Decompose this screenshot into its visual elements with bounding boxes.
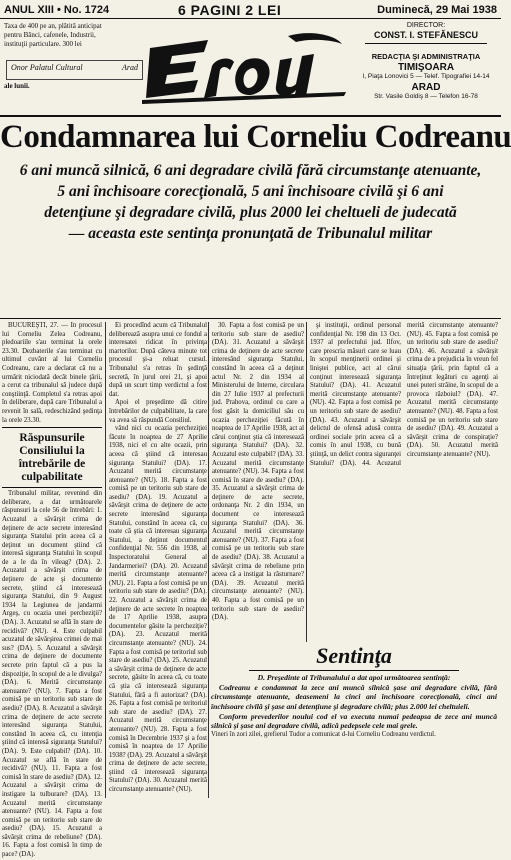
issue-date: Duminecă, 29 Mai 1938 [377, 4, 497, 16]
article-column-1 [2, 322, 102, 859]
masthead-logo [138, 30, 350, 108]
deck-line-2: 5 ani închisoare corecţională, 5 ani închisoare civilă şi 6 ani [57, 183, 444, 200]
main-headline: Condamnarea lui Corneliu Codreanu [0, 119, 511, 155]
section-subhead: Răspunsurile Consiliului la întrebările de culpabilitate [18, 432, 86, 484]
masthead-rule [0, 115, 501, 117]
sentence-para-2: Conform prevederilor noului cod el va executa numai pedeapsa de zece ani muncă silnică şi şase ani degradare civilă, adică pedepsele cele mai grele. [211, 711, 497, 731]
column-divider [105, 322, 106, 798]
subscription-line-3: instituţii particulare. 300 lei [4, 40, 82, 48]
office-city-1: TIMIŞOARA [397, 62, 455, 73]
subscription-tail-text: ale lunii. [4, 82, 30, 90]
column-2-body: vând nici cu ocazia percheziţiei făcute în noaptea de 27 Aprilie 1938, nici el cu alte ocazii, prin aceea că ştiind că interesau siguranţa Statului? (DA). 17. Acuzatul merită circumstanţe atenuante? (NU). 18. Fapta a fost comisă pe un teritoriu sub stare de asediu? (DA). 19. Acuzatul a săvârşit crima de deţinere de acte secrete interesând siguranţa Statului, constând în aceea că, cu toate că ştia că interesau siguranţa Statului, a deţinut documentul confidenţial Nr. 556 din 1938, al Inspectoratului General al Jandarmeriei? (DA). 20. Acuzatul merită circumstanţe atenuante? (NU). 21. Fapta a fost comisă pe un teritoriu sub stare de asediu? (DA). 22. Acuzatul a săvârşit crima de deţinere de acte secrete în noaptea de 17 Aprilie 1938, asupra documentelor găsite la percheziţie? (DA). 23. Acuzatul merită circumstanţe atenuante? (NU). 24. Fapta a fost comisă pe teritoriul sub stare de asediu? (DA). 25. Acuzatul a săvârşit crima de deţinere de acte secrete, găsite în aceea că, cu toate că ştia că interesează siguranţa Statului, fără a fi autorizat? (DA). 26. Fapta a fost comisă pe teritoriul sub stare de asediu? (DA). 27. Acuzatul merită circumstanţe atenuante? (NU). 28. Fapta a fost comisă în Decembrie 1937 şi a fost comisă în noaptea de 17 Aprilie 1938? (DA). 29. Acuzatul a săvârşit crima de deţinere de acte secrete, ştiind că interesează siguranţa Statului? (DA). 30. Acuzatul merită circumstanţe atenuante? (NU). [109, 425, 207, 794]
article-column-4 [310, 322, 498, 642]
masthead-divider [365, 43, 487, 44]
deck-line-4: — aceasta este sentinţa pronunţată de Tribunalul militar [68, 225, 433, 242]
column-divider [306, 322, 307, 642]
masthead-editorial [355, 20, 497, 101]
address-stamp [6, 60, 143, 80]
sentence-lead: D. Preşedinte al Tribunalului a dat apoi următoarea sentinţă: [257, 673, 451, 682]
subhead-rule [2, 427, 102, 428]
stamp-city: Arad [122, 63, 138, 72]
subscription-line-2: pentru Bănci, cafenele, Industrii, [4, 31, 96, 39]
subscription-line-1: Taxa de 400 pe an, plătită anticipat [4, 22, 102, 30]
sentence-rule [249, 670, 459, 671]
sentence-para-1: Codreanu e condamnat la zece ani muncă silnică şase ani degradare civilă, fără circumstanţe atenuante, deasemeni la cinci ani închisoare corecţională, cinci ani închisoare civilă şi şase ani detenţiune şi degradare civilă; plus 2.000 lei cheltuieli. [211, 683, 497, 711]
article-intro: BUCUREŞTI, 27. — In procesul lui Corneliu Zelea Codreanu, pledoariile s'au terminat la orele 23.30. Dezbaterile s'au terminat cu ultimul cuvânt al lui Corneliu Codreanu, care a declarat că nu a urmărit niciodată decât binele ţării, a cerut ca tribunalul să judece după conştiinţă. Completul s'a retras apoi în deliberare, după care Tribunalul a revenit în sală, redeschizând şedinţa la orele 23.30. [2, 322, 102, 424]
subscription-tail [4, 82, 144, 91]
deck-line-3: detenţiune şi degradare civilă, plus 2000 lei cheltueli de judecată [44, 204, 457, 221]
director-label: DIRECTOR: [406, 22, 446, 29]
article-column-3 [212, 322, 304, 642]
deck-line-1: 6 ani muncă silnică, 6 ani degradare civilă fără circumstanţe atenuante, [19, 162, 482, 179]
office-address-1: I, Piaţa Lonovici 5 — Telef. Tipografiei 14-14 [362, 73, 490, 80]
article-column-2 [109, 322, 207, 798]
sentence-box [209, 644, 499, 798]
price-line: 6 PAGINI 2 LEI [178, 2, 282, 18]
logo-text: Erou [248, 102, 250, 103]
column-2-para-2: Apoi el preşedinte dă citire întrebărilor de culpabilitate, la care va avea să răspundă Consiliul. [109, 399, 207, 424]
office-address-2: Str. Vasile Goldiş 8 — Telefon 16-78 [374, 93, 478, 100]
office-city-2: ARAD [411, 82, 441, 93]
top-bar [0, 2, 501, 18]
sentence-body [209, 673, 499, 730]
issue-number: ANUL XIII • No. 1724 [4, 4, 110, 16]
sentence-footer: Vineri în zori zilei, grefierul Tudor a comunicat d-lui Corneliu Codreanu verdictul. [211, 731, 436, 739]
columns-top-rule [0, 318, 501, 319]
subscription-info [4, 22, 144, 49]
column-3-body: 30. Fapta a fost comisă pe un teritoriu sub stare de asediu? (DA). 31. Acuzatul a săvârşit crima de deţinere de acte secrete interesând siguranţa Statului, constând în aceea că a deţinut actul Nr. 2 din 1934 al Ministerului de Interne, circulara din 27 Iulie 1937 al prefecturii jud. Prahova, ordinul cu care a fost găsit la domiciliul său cu ocazia percheziţiei făcută în noaptea de 17 Aprilie 1938, act al cărui conţinut ştia că interesează siguranţa Statului? (DA). 32. Acuzatul este culpabil? (DA). 33. Acuzatul merită circumstanţe atenuante? (NU). 34. Fapta a fost comisă în stare de asediu? (DA). 35. Acuzatul a săvârşit crima de deţinere de acte secrete, ordonanţa Nr. 2 din 1934, un document ce interesează siguranţa Statului? (DA). 36. Acuzatul merită circumstanţe atenuante? (NU). 37. Fapta a fost comisă pe un teritoriu sub stare de asediu? (DA). 38. Acuzatul a săvârşit crima de rebeliune prin aceea că a instigat la răsturnare? (DA). 39. Acuzatul merită circumstanţe atenuante? (NU). 40. Fapta a fost comisă pe un teritoriu sub stare de asediu? (DA). [212, 322, 304, 622]
office-label: REDACŢIA ŞI ADMINISTRAŢIA [371, 52, 481, 61]
director-name: CONST. I. STEFĂNESCU [373, 30, 478, 40]
sentence-title: Sentinţa [316, 643, 392, 668]
top-rule [0, 18, 501, 19]
column-4-body: şi instituţii, ordinul personal confidenţial Nr. 198 din 13 Oct. 1937 al prefectului jud. Ilfov, care prescria măsuri care se luau în scopul menţinerii ordinei şi liniştei publice, act al cărui conţinut interesează siguranţa Statului? (DA). 41. Acuzatul merită circumstanţe atenuante? (NU). 42. Fapta a fost comisă pe un teritoriu sub stare de asediu? (DA). 43. Acuzatul a săvârşit delictul de ofensă adusă contra ordinei sociale prin aceea că a comis în anul 1938, cu bună ştiinţă, un delict contra siguranţei Statului? (DA). 44. Acuzatul merită circumstanţe atenuante? (NU). 45. Fapta a fost comisă pe un teritoriu sub stare de asediu? (DA). 46. Acuzatul a săvârşit crima de a prejudicia în vreun fel situaţia ţării, prin faptul că a întreţinut legături cu agenţi ai unei puteri străine, în scopul de a provoca războiul? (DA). 47. Acuzatul merită circumstanţe atenuante? (NU). 48. Fapta a fost comisă pe un teritoriu sub stare de asediu? (DA). 49. Acuzatul a săvârşit crima de conspiraţie? (DA). 50. Acuzatul merită circumstanţe atenuante? (NU). [310, 322, 498, 467]
subhead-rule [2, 487, 102, 488]
stamp-recipient: Onor Palatul Cultural [11, 63, 83, 72]
column-1-body: Tribunalul militar, revenind din deliberare, a dat următoarele răspunsuri la cele 56 de întrebări: 1. Acuzatul a săvârşit crima de deţinere de acte secrete interesând siguranţa Statului prin aceea că a deţinut un document ştiind că interesă siguranţa Statului în scopul de a le da în vileag? (DA). 2. Acuzatul a săvârşit crima de deţinere de acte şi documente secrete, ştiind că interesează siguranţa Statului, din 9 August 1934 la Legiunea de jandarmi Argeş, cu ocazia unei percheziţii? (DA). 3. Acuzatul se află în stare de recidivă? (NU). 4. Este culpabil acuzatul de săvârşirea crimei de mai sus? (DA). 5. Acuzatul a săvârşit crima de deţinere de documente secrete prin faptul că a pus la dispoziţie, în scopul de a le divulga? (DA). 6. Meritã circumstanţe atenuante? (NU). 7. Fapta a fost comisă pe un teritoriu sub stare de asediu? (DA). 8. Acuzatul a săvârşit crima de deţinere de acte secrete interesând siguranţa Statului, constând în aceea că, cu intenţia ştiind că interesă siguranţa Statului? (DA). 9. Este culpabil? (DA). 10. Acuzatul se află în stare de recidivă? (NU). 11. Fapta a fost comisă în stare de asediu? (DA). 12. Acuzatul a săvârşit crima de instigare la tulburare? (DA). 13. Acuzatul merită circumstanţe atenuante? (NU). 14. Fapta a fost comisă pe un teritoriu sub stare de asediu? (DA). 15. Acuzatul a săvârşit crima de rebeliune? (DA). 16. Fapta a fost comisă în timp de pace? (DA). [2, 490, 102, 859]
column-2-para-1: Ei procedînd acum că Tribunalul deliberează asupra unui ce fondul a interesatei ridicat în privinţa martorilor. După câteva minute tot procesul şi-a reluat cursul. Tribunalul s'a retras în şedinţă secretă, în jurul orei 21, şi apoi după un scurt timp verdictul a fost dat. [109, 322, 207, 398]
